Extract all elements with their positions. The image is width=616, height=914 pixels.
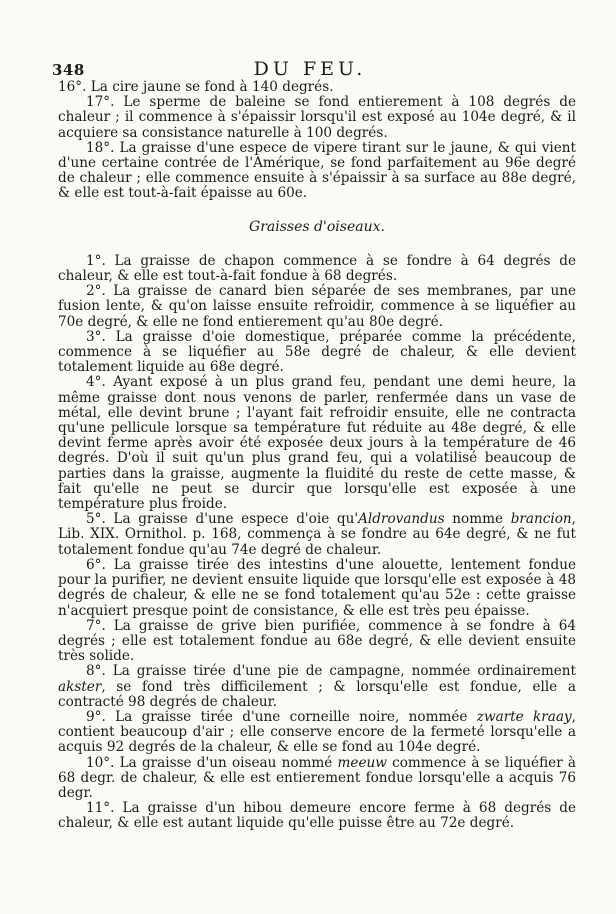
paragraph-11: 11°. La graisse d'un hibou demeure encore ferme à 68 degrés de chaleur, & elle est autant liquide qu'elle puisse être au 72e degré. [58, 800, 576, 832]
paragraph-16: 16°. La cire jaune se fond à 140 degrés. [58, 79, 334, 95]
paragraph-18: 18°. La graisse d'une espece de vipere tirant sur le jaune, & qui vient d'une certaine contrée de l'Amérique, se fond parfaitement au 96e degré de chaleur ; elle commence ensuite à s'épaissir à sa surface au 88e degré, & elle est tout-à-fait épaisse au 60e. [58, 139, 576, 202]
paragraph-9-text-a: 9°. La graisse tirée d'une corneille noire, nommée [86, 708, 477, 725]
page-header [52, 58, 568, 80]
paragraph-5-author: Aldrovandus [358, 511, 445, 528]
paragraph-2: 2°. La graisse de canard bien séparée de ses membranes, par une fusion lente, & qu'on laisse ensuite refroidir, commence à se liquéfier au 70e degré, & elle ne fond entierement qu'au 80e degré. [58, 283, 576, 330]
paragraph-4: 4°. Ayant exposé à un plus grand feu, pendant une demi heure, la même graisse dont nous venons de parler, renfermée dans un vase de métal, elle devint brune ; l'ayant fait refroidir ensuite, elle ne contracta qu'une pellicule lorsque sa température fut réduite au 48e degré, & elle devint ferme après avoir été exposée deux jours à la température de 46 degrés. D'où il suit qu'un plus grand feu, qui a volatilisé beaucoup de parties dans la graisse, augmente la fluidité du reste de cette masse, & fait qu'elle ne peut se durcir que lorsqu'elle est exposée à une température plus froide. [58, 374, 576, 513]
paragraph-9-name: zwarte kraay [476, 708, 572, 725]
paragraph-7: 7°. La graisse de grive bien purifiée, commence à se fondre à 64 degrés ; elle est totalement fondue au 68e degré, & elle devient ensuite très solide. [58, 617, 576, 665]
paragraph-8-name: akster [58, 678, 102, 695]
paragraph-9-text-b: , contient beaucoup d'air ; elle conserve encore de la fermeté lorsqu'elle a acquis 92 degrés de la chaleur, & elle se fond au 104e degré. [58, 708, 576, 756]
paragraph-6: 6°. La graisse tirée des intestins d'une alouette, lentement fondue pour la purifier, ne devient ensuite liquide que lorsqu'elle est exposée à 48 degrés de chaleur, & elle ne se fond totalement qu'au 52e : cette graisse n'acquiert presque point de consistance, & elle est très peu épaisse. [58, 556, 576, 619]
paragraph-8-text-a: 8°. La graisse tirée d'une pie de campagne, nommée ordinairement [86, 663, 576, 680]
paragraph-5 [58, 512, 576, 558]
paragraph-5-text-a: 5°. La graisse d'une espece d'oie qu' [86, 511, 359, 528]
paragraph-9 [58, 710, 576, 756]
paragraph-17: 17°. Le sperme de baleine se fond entierement à 108 degrés de chaleur ; il commence à s'épaissir lorsqu'il est exposé au 104e degré, & il acquiere sa consistance naturelle à 100 degrés. [58, 94, 576, 141]
page-body [58, 80, 576, 832]
paragraph-10-name: meeuw [337, 754, 387, 771]
section-title: Graisses d'oiseaux. [249, 218, 385, 235]
paragraph-5-text-b: nomme [444, 511, 511, 528]
paragraph-3: 3°. La graisse d'oie domestique, préparée comme la précédente, commence à se liquéfier au 58e degré de chaleur, & elle devient totalement liquide au 68e degré. [58, 328, 576, 376]
running-head: DU FEU. [253, 58, 367, 80]
paragraph-10-text-b: commence à se liquéfier à 68 degr. de chaleur, & elle est entierement fondue lorsqu'elle a acquis 76 degr. [58, 754, 577, 801]
paragraph-8 [58, 664, 576, 710]
paragraph-1: 1°. La graisse de chapon commence à se fondre à 64 degrés de chaleur, & elle est tout-à-fait fondue à 68 degrés. [58, 252, 576, 285]
paragraph-5-text-c: , Lib. XIX. Ornithol. p. 168, commença à se fondre au 64e degré, & ne fut totalement fondue qu'au 74e degré de chaleur. [58, 511, 576, 558]
paragraph-5-name: brancion [510, 511, 572, 528]
paragraph-10 [58, 756, 576, 802]
paragraph-10-text-a: 10°. La graisse d'un oiseau nommé [86, 754, 338, 771]
page-number: 348 [52, 61, 85, 79]
paragraph-8-text-b: , se fond très difficilement ; & lorsqu'elle est fondue, elle a contracté 98 degrés de chaleur. [58, 678, 576, 710]
